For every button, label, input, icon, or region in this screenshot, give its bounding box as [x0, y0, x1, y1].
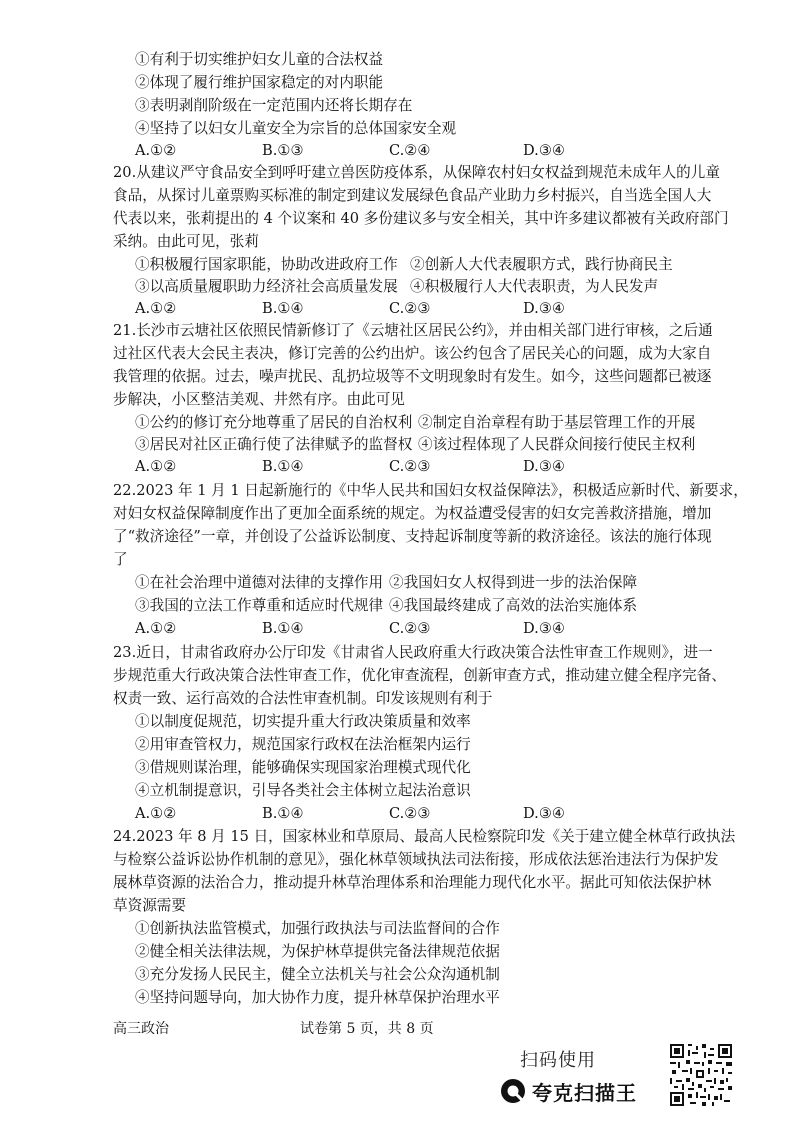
q23-item-2: ②用审查管权力，规范国家行政权在法治框架内运行 — [135, 736, 471, 753]
quark-logo-icon — [500, 1078, 526, 1104]
q23-item-1: ①以制度促规范，切实提升重大行政决策质量和效率 — [135, 713, 471, 730]
q23-item-4: ④立机制提意识，引导各类社会主体树立起法治意识 — [135, 782, 471, 799]
q22-item-4: ④我国最终建成了高效的法治实施体系 — [389, 597, 638, 614]
q20-item-3: ③以高质量履职助力经济社会高质量发展 — [135, 278, 398, 295]
q22-item-2: ②我国妇女人权得到进一步的法治保障 — [389, 574, 638, 591]
q21-choice-b: B.①④ — [262, 458, 304, 475]
q22-choice-a: A.①② — [135, 620, 177, 637]
q22-stem-line-3: 了“救济途径”一章，并创设了公益诉讼制度、支持起诉制度等新的救济途径。该法的施行体现 — [113, 528, 712, 545]
q21-item-2: ②制定自治章程有助于基层管理工作的开展 — [418, 414, 696, 431]
q23-choice-a: A.①② — [135, 805, 177, 822]
q23-stem-line-2: 步规范重大行政决策合法性审查工作，优化审查流程，创新审查方式，推动建立健全程序完备、 — [113, 667, 726, 684]
q23-choice-d: D.③④ — [523, 805, 565, 822]
q19-item-3: ③表明剥削阶级在一定范围内还将长期存在 — [135, 97, 413, 114]
qr-code-icon — [670, 1044, 732, 1106]
q20-item-4: ④积极履行人大代表职责，为人民发声 — [410, 278, 659, 295]
q19-item-1: ①有利于切实维护妇女儿童的合法权益 — [135, 51, 384, 68]
q22-stem-line-2: 对妇女权益保障制度作出了更加全面系统的规定。为权益遭受侵害的妇女完善救济措施，增加 — [113, 505, 712, 522]
q22-choice-c: C.②③ — [389, 620, 431, 637]
q24-item-3: ③充分发扬人民民主，健全立法机关与社会公众沟通机制 — [135, 966, 500, 983]
q20-choice-a: A.①② — [135, 300, 177, 317]
q21-stem-line-2: 过社区代表大会民主表决，修订完善的公约出炉。该公约包含了居民关心的问题，成为大家自 — [113, 345, 712, 362]
q21-choice-d: D.③④ — [523, 458, 565, 475]
q19-choice-c: C.②④ — [389, 142, 431, 159]
brand-logo — [500, 1074, 637, 1108]
q20-stem-line-2: 食品，从探讨儿童票购买标准的制定到建议发展绿色食品产业助力乡村振兴，自当选全国人大 — [113, 187, 712, 204]
q20-item-2: ②创新人大代表履职方式，践行协商民主 — [410, 256, 673, 273]
q20-stem-line-1: 20.从建议严守食品安全到呼吁建立兽医防疫体系，从保障农村妇女权益到规范未成年人的儿童 — [113, 164, 720, 181]
q20-choice-d: D.③④ — [523, 300, 565, 317]
q24-stem-line-2: 与检察公益诉讼协作机制的意见》，强化林草领域执法司法衔接，形成依法惩治违法行为保护发 — [113, 851, 719, 868]
q23-item-3: ③借规则谋治理，能够确保实现国家治理模式现代化 — [135, 759, 471, 776]
q22-choice-b: B.①④ — [262, 620, 304, 637]
q22-choice-d: D.③④ — [523, 620, 565, 637]
q23-stem-line-1: 23.近日，甘肃省政府办公厅印发《甘肃省人民政府重大行政决策合法性审查工作规则》，进一 — [113, 644, 713, 661]
q21-stem-line-4: 步解决，小区整洁美观、井然有序。由此可见 — [113, 391, 405, 408]
q21-item-3: ③居民对社区正确行使了法律赋予的监督权 — [135, 436, 413, 453]
q21-choice-c: C.②③ — [389, 458, 431, 475]
brand-name: 夸克扫描王 — [532, 1080, 637, 1105]
q24-stem-line-1: 24.2023 年 8 月 15 日，国家林业和草原局、最高人民检察院印发《关于建立健全林草行政执法 — [113, 828, 736, 845]
q20-item-1: ①积极履行国家职能，协助改进政府工作 — [135, 256, 398, 273]
footer-page-info: 试卷第 5 页，共 8 页 — [300, 1021, 434, 1037]
q24-item-1: ①创新执法监管模式，加强行政执法与司法监督间的合作 — [135, 920, 500, 937]
q19-item-4: ④坚持了以妇女儿童安全为宗旨的总体国家安全观 — [135, 120, 457, 137]
q22-stem-line-4: 了 — [113, 551, 128, 568]
q21-choice-a: A.①② — [135, 458, 177, 475]
q21-stem-line-3: 我管理的依据。过去，噪声扰民、乱扔垃圾等不文明现象时有发生。如今，这些问题都已被逐 — [113, 368, 712, 385]
q19-choice-d: D.③④ — [523, 142, 565, 159]
scan-label: 扫码使用 — [520, 1050, 596, 1071]
q24-item-2: ②健全相关法律法规，为保护林草提供完备法律规范依据 — [135, 943, 500, 960]
q22-item-3: ③我国的立法工作尊重和适应时代规律 — [135, 597, 384, 614]
q24-stem-line-4: 草资源需要 — [113, 897, 186, 914]
q24-stem-line-3: 展林草资源的法治合力，推动提升林草治理体系和治理能力现代化水平。据此可知依法保护林 — [113, 874, 712, 891]
q20-stem-line-4: 采纳。由此可见，张莉 — [113, 233, 259, 250]
q23-choice-c: C.②③ — [389, 805, 431, 822]
q23-choice-b: B.①④ — [262, 805, 304, 822]
q22-item-1: ①在社会治理中道德对法律的支撑作用 — [135, 574, 384, 591]
q22-stem-line-1: 22.2023 年 1 月 1 日起新施行的《中华人民共和国妇女权益保障法》，积极适应新时代、新要求， — [113, 482, 748, 499]
q21-item-4: ④该过程体现了人民群众间接行使民主权利 — [418, 436, 696, 453]
q20-choice-b: B.①④ — [262, 300, 304, 317]
q24-item-4: ④坚持问题导向，加大协作力度，提升林草保护治理水平 — [135, 989, 500, 1006]
q23-stem-line-3: 权责一致、运行高效的合法性审查机制。印发该规则有利于 — [113, 690, 493, 707]
q20-stem-line-3: 代表以来，张莉提出的 4 个议案和 40 多份建议多与安全相关，其中许多建议都被有关政府部门 — [113, 210, 729, 227]
q20-choice-c: C.②③ — [389, 300, 431, 317]
q19-choice-a: A.①② — [135, 142, 177, 159]
q19-item-2: ②体现了履行维护国家稳定的对内职能 — [135, 74, 384, 91]
q21-stem-line-1: 21.长沙市云塘社区依照民情新修订了《云塘社区居民公约》，并由相关部门进行审核，之后通 — [113, 322, 713, 339]
q21-item-1: ①公约的修订充分地尊重了居民的自治权利 — [135, 414, 413, 431]
q19-choice-b: B.①③ — [262, 142, 304, 159]
footer-subject: 高三政治 — [113, 1021, 169, 1037]
